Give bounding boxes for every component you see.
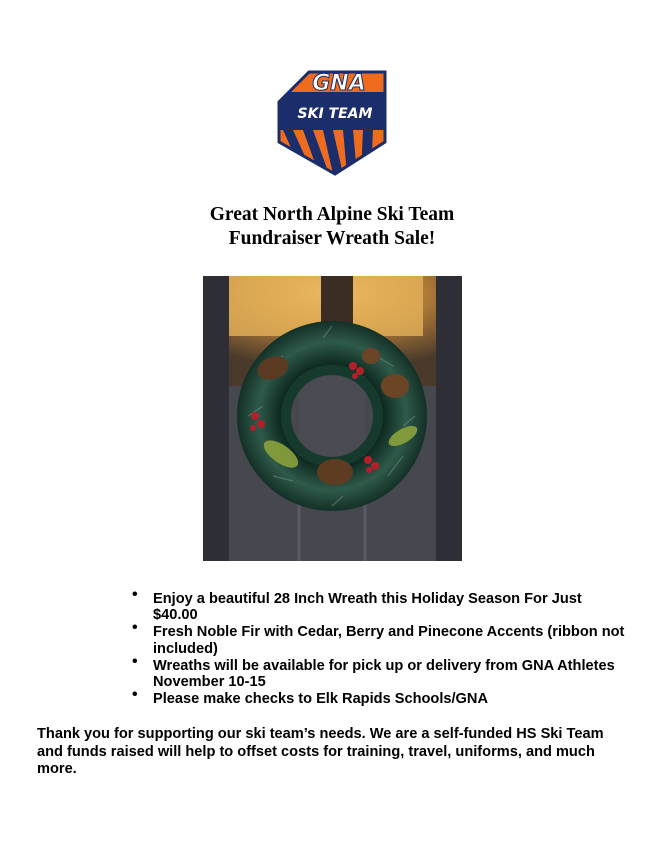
list-item: • Wreaths will be available for pick up or delivery from GNA Athletes November 10-15 <box>132 652 615 691</box>
list-item: • Enjoy a beautiful 28 Inch Wreath this Holiday Season For Just $40.00 <box>132 586 582 624</box>
wreath-image-icon <box>203 276 462 561</box>
page-title <box>0 203 650 251</box>
features-list <box>130 586 630 708</box>
list-item: • Please make checks to Elk Rapids Schools/GNA <box>132 686 488 708</box>
svg-text:SKI TEAM: SKI TEAM <box>297 106 373 122</box>
shield-logo-icon <box>277 70 387 176</box>
bullet-icon: • <box>132 586 138 603</box>
bullet-icon: • <box>132 652 138 670</box>
wreath-photo <box>203 276 462 561</box>
list-item: • Fresh Noble Fir with Cedar, Berry and Pinecone Accents (ribbon not included) <box>132 619 625 657</box>
bullet-icon: • <box>132 686 138 704</box>
gna-ski-team-logo <box>277 70 387 176</box>
title-line-1: Great North Alpine Ski Team <box>209 204 455 225</box>
thank-you-message: Thank you for supporting our ski team’s needs. We are a self-funded HS Ski Team and funds raised will help to offset costs for training, travel, uniforms, and much more. <box>37 726 604 777</box>
svg-text:GNA: GNA <box>312 71 366 96</box>
title-line-2: Fundraiser Wreath Sale! <box>228 228 436 249</box>
bullet-icon: • <box>132 619 138 637</box>
